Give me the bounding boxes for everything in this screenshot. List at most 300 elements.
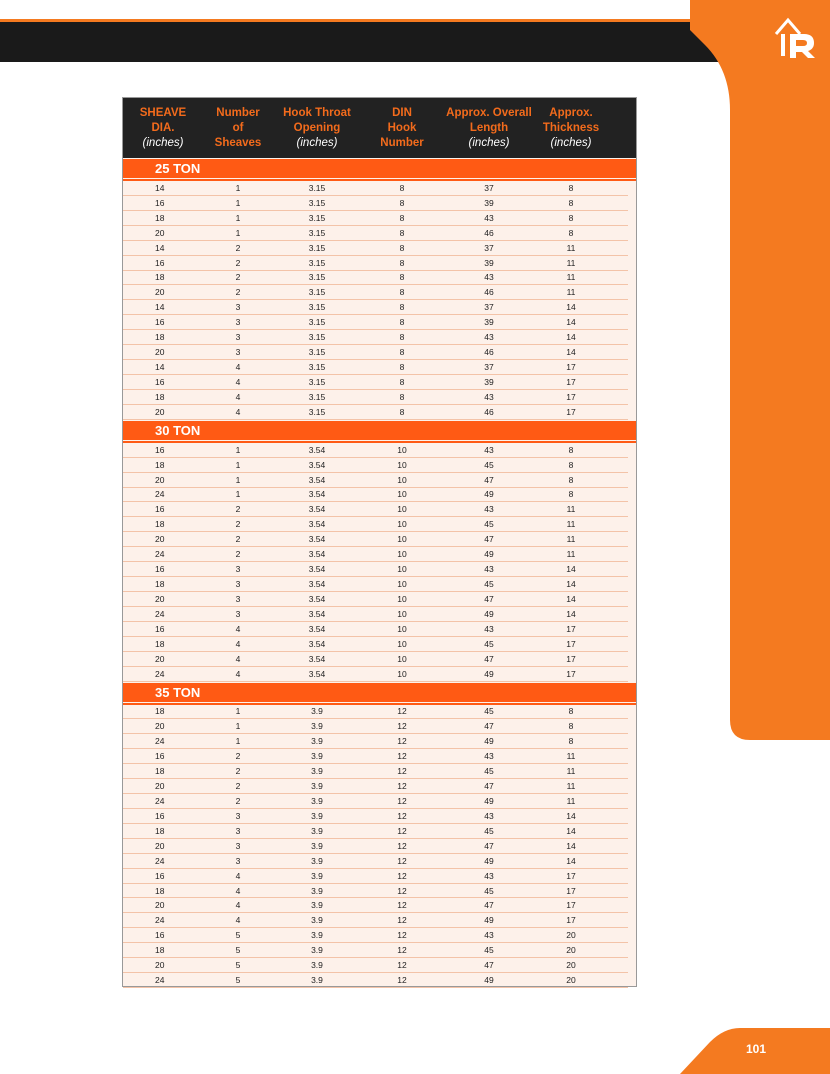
cell-hook-throat-opening: 3.15 [308,197,326,208]
table-row [123,502,628,517]
cell-overall-length: 45 [484,945,494,956]
table-row [123,241,628,256]
cell-sheave-dia: 18 [155,885,165,896]
cell-din-hook-number: 12 [397,840,407,851]
cell-overall-length: 47 [484,840,494,851]
header-title-line: Number [380,136,424,149]
table-row [123,794,628,809]
cell-din-hook-number: 12 [397,885,407,896]
cell-number-of-sheaves: 2 [235,534,241,545]
table-row [123,973,628,988]
cell-sheave-dia: 16 [155,376,165,387]
cell-thickness: 14 [566,579,576,589]
cell-din-hook-number: 10 [397,653,407,664]
cell-din-hook-number: 8 [399,197,405,208]
cell-number-of-sheaves: 2 [235,549,241,560]
cell-overall-length: 47 [484,593,494,604]
header-title-line: Hook [387,121,417,134]
cell-thickness: 20 [566,930,576,941]
cell-thickness: 11 [566,781,576,792]
cell-thickness: 17 [566,885,576,896]
cell-din-hook-number: 10 [397,444,407,455]
cell-overall-length: 45 [484,706,494,717]
cell-hook-throat-opening: 3.54 [308,653,326,664]
cell-hook-throat-opening: 3.9 [311,795,323,806]
table-row [123,517,628,532]
table-row [123,562,628,577]
cell-number-of-sheaves: 3 [235,840,241,851]
cell-sheave-dia: 20 [155,840,165,851]
cell-number-of-sheaves: 2 [235,242,241,253]
cell-sheave-dia: 24 [155,736,165,747]
cell-din-hook-number: 12 [397,810,407,821]
cell-sheave-dia: 16 [155,444,165,455]
table-row [123,360,628,375]
table-row [123,256,628,271]
cell-din-hook-number: 8 [399,257,405,268]
header-unit: (inches) [550,136,592,149]
cell-number-of-sheaves: 3 [235,593,241,604]
cell-hook-throat-opening: 3.15 [308,257,326,268]
cell-hook-throat-opening: 3.9 [311,736,323,747]
cell-overall-length: 39 [484,257,494,268]
header-title-line: DIN [392,106,412,119]
cell-overall-length: 39 [484,317,494,328]
cell-number-of-sheaves: 1 [235,212,241,223]
cell-number-of-sheaves: 3 [235,579,241,589]
cell-sheave-dia: 16 [155,504,165,515]
cell-hook-throat-opening: 3.15 [308,362,326,373]
cell-thickness: 17 [566,668,576,679]
table-row [123,345,628,360]
cell-thickness: 14 [566,593,576,604]
cell-thickness: 14 [566,825,576,836]
cell-din-hook-number: 8 [399,242,405,253]
header-title-line: Opening [293,121,341,134]
header-unit: (inches) [142,136,184,149]
cell-number-of-sheaves: 2 [235,519,241,530]
table-row [123,390,628,405]
cell-sheave-dia: 14 [155,302,165,313]
cell-sheave-dia: 16 [155,870,165,881]
cell-thickness: 11 [566,549,576,560]
cell-sheave-dia: 24 [155,489,165,500]
cell-din-hook-number: 12 [397,915,407,926]
cell-din-hook-number: 10 [397,593,407,604]
section-rows [123,440,636,682]
cell-number-of-sheaves: 2 [235,751,241,762]
cell-overall-length: 45 [484,519,494,530]
table-body [123,159,636,988]
cell-thickness: 11 [566,534,576,545]
cell-overall-length: 43 [484,444,494,455]
cell-din-hook-number: 12 [397,930,407,941]
cell-overall-length: 49 [484,608,494,619]
cell-sheave-dia: 24 [155,668,165,679]
cell-hook-throat-opening: 3.15 [308,332,326,343]
cell-din-hook-number: 10 [397,564,407,575]
cell-hook-throat-opening: 3.9 [311,766,323,777]
cell-din-hook-number: 12 [397,751,407,762]
cell-sheave-dia: 18 [155,391,165,402]
cell-din-hook-number: 8 [399,317,405,328]
header-title-line: DIA. [151,121,175,134]
cell-overall-length: 43 [484,504,494,515]
table-row [123,943,628,958]
cell-overall-length: 45 [484,825,494,836]
cell-hook-throat-opening: 3.54 [308,459,326,470]
cell-din-hook-number: 10 [397,534,407,545]
table-row [123,532,628,547]
cell-number-of-sheaves: 2 [235,766,241,777]
cell-din-hook-number: 10 [397,474,407,485]
header-title-line: Approx. Overall [446,106,532,119]
cell-sheave-dia: 18 [155,945,165,956]
header-title-line: Hook Throat [283,106,351,119]
cell-thickness: 8 [568,489,574,500]
cell-thickness: 14 [566,608,576,619]
cell-hook-throat-opening: 3.15 [308,242,326,253]
cell-hook-throat-opening: 3.15 [308,347,326,358]
table-row [123,622,628,637]
cell-overall-length: 47 [484,653,494,664]
cell-thickness: 11 [566,287,576,298]
cell-overall-length: 47 [484,781,494,792]
cell-sheave-dia: 18 [155,638,165,649]
cell-number-of-sheaves: 1 [235,736,241,747]
cell-hook-throat-opening: 3.15 [308,212,326,223]
cell-number-of-sheaves: 1 [235,227,241,238]
cell-din-hook-number: 8 [399,362,405,373]
cell-thickness: 8 [568,706,574,717]
table-header [123,98,636,158]
cell-din-hook-number: 10 [397,519,407,530]
right-side-tab [690,0,830,740]
cell-hook-throat-opening: 3.9 [311,751,323,762]
cell-number-of-sheaves: 2 [235,257,241,268]
cell-number-of-sheaves: 2 [235,504,241,515]
cell-hook-throat-opening: 3.9 [311,825,323,836]
cell-overall-length: 47 [484,474,494,485]
cell-sheave-dia: 14 [155,182,165,193]
cell-overall-length: 49 [484,668,494,679]
cell-number-of-sheaves: 1 [235,444,241,455]
cell-overall-length: 45 [484,766,494,777]
cell-sheave-dia: 20 [155,960,165,971]
cell-hook-throat-opening: 3.15 [308,272,326,283]
cell-overall-length: 49 [484,489,494,500]
cell-din-hook-number: 12 [397,870,407,881]
cell-thickness: 17 [566,638,576,649]
cell-hook-throat-opening: 3.15 [308,287,326,298]
cell-din-hook-number: 12 [397,855,407,866]
cell-din-hook-number: 12 [397,706,407,717]
cell-sheave-dia: 14 [155,362,165,373]
cell-hook-throat-opening: 3.9 [311,900,323,911]
cell-din-hook-number: 10 [397,549,407,560]
cell-thickness: 11 [566,504,576,515]
header-unit: (inches) [296,136,338,149]
cell-number-of-sheaves: 2 [235,795,241,806]
cell-din-hook-number: 8 [399,406,405,417]
cell-sheave-dia: 18 [155,579,165,589]
cell-sheave-dia: 24 [155,855,165,866]
header-title-line: Approx. [549,106,593,119]
cell-thickness: 17 [566,376,576,387]
cell-overall-length: 45 [484,885,494,896]
cell-hook-throat-opening: 3.9 [311,945,323,956]
cell-thickness: 8 [568,444,574,455]
cell-sheave-dia: 16 [155,623,165,634]
table-row [123,375,628,390]
cell-sheave-dia: 24 [155,915,165,926]
cell-thickness: 11 [566,257,576,268]
cell-din-hook-number: 12 [397,960,407,971]
cell-hook-throat-opening: 3.9 [311,870,323,881]
header-overall-length [443,106,535,151]
section-band: 35 TON [123,683,636,702]
table-row [123,809,628,824]
table-row [123,405,628,420]
cell-thickness: 14 [566,855,576,866]
cell-number-of-sheaves: 4 [235,638,241,649]
cell-din-hook-number: 12 [397,945,407,956]
cell-overall-length: 47 [484,900,494,911]
cell-number-of-sheaves: 4 [235,406,241,417]
cell-sheave-dia: 16 [155,197,165,208]
cell-din-hook-number: 10 [397,608,407,619]
cell-thickness: 11 [566,795,576,806]
header-title-line: SHEAVE [139,106,187,119]
cell-number-of-sheaves: 4 [235,885,241,896]
cell-hook-throat-opening: 3.9 [311,885,323,896]
header-unit: (inches) [468,136,510,149]
cell-sheave-dia: 24 [155,549,165,560]
table-row [123,300,628,315]
header-title-line: of [232,121,244,134]
table-row [123,443,628,458]
table-row [123,637,628,652]
cell-sheave-dia: 16 [155,257,165,268]
cell-thickness: 14 [566,810,576,821]
table-row [123,181,628,196]
header-bar [0,22,760,62]
cell-thickness: 8 [568,459,574,470]
cell-din-hook-number: 8 [399,347,405,358]
cell-thickness: 14 [566,347,576,358]
cell-din-hook-number: 10 [397,638,407,649]
cell-sheave-dia: 20 [155,406,165,417]
cell-overall-length: 49 [484,795,494,806]
cell-thickness: 8 [568,474,574,485]
cell-din-hook-number: 12 [397,781,407,792]
header-thickness [535,106,607,151]
cell-sheave-dia: 20 [155,781,165,792]
cell-number-of-sheaves: 1 [235,182,241,193]
cell-thickness: 14 [566,317,576,328]
table-row [123,824,628,839]
cell-din-hook-number: 10 [397,489,407,500]
cell-din-hook-number: 12 [397,766,407,777]
table-row [123,577,628,592]
cell-overall-length: 37 [484,242,494,253]
cell-overall-length: 43 [484,564,494,575]
cell-hook-throat-opening: 3.54 [308,638,326,649]
cell-sheave-dia: 16 [155,317,165,328]
cell-number-of-sheaves: 3 [235,564,241,575]
cell-hook-throat-opening: 3.54 [308,668,326,679]
section-rows [123,702,636,989]
table-row [123,705,628,720]
cell-number-of-sheaves: 3 [235,855,241,866]
cell-din-hook-number: 8 [399,272,405,283]
section-band: 30 TON [123,421,636,440]
table-row [123,749,628,764]
cell-thickness: 17 [566,623,576,634]
page-number: 101 [746,1042,767,1056]
cell-din-hook-number: 8 [399,302,405,313]
header-hook-throat-opening [273,106,361,151]
cell-number-of-sheaves: 5 [235,945,241,956]
cell-overall-length: 43 [484,930,494,941]
cell-sheave-dia: 20 [155,474,165,485]
table-row [123,854,628,869]
cell-din-hook-number: 10 [397,579,407,589]
cell-overall-length: 46 [484,287,494,298]
cell-din-hook-number: 12 [397,975,407,986]
cell-overall-length: 45 [484,579,494,589]
cell-number-of-sheaves: 1 [235,459,241,470]
cell-hook-throat-opening: 3.9 [311,930,323,941]
cell-din-hook-number: 8 [399,332,405,343]
cell-hook-throat-opening: 3.15 [308,182,326,193]
table-row [123,652,628,667]
cell-sheave-dia: 20 [155,721,165,732]
cell-sheave-dia: 24 [155,795,165,806]
section-rows [123,178,636,420]
cell-hook-throat-opening: 3.9 [311,960,323,971]
table-row [123,898,628,913]
table-row [123,734,628,749]
cell-din-hook-number: 8 [399,287,405,298]
cell-hook-throat-opening: 3.54 [308,444,326,455]
cell-sheave-dia: 18 [155,212,165,223]
cell-thickness: 17 [566,653,576,664]
cell-number-of-sheaves: 4 [235,900,241,911]
cell-thickness: 17 [566,870,576,881]
cell-hook-throat-opening: 3.9 [311,810,323,821]
cell-thickness: 20 [566,975,576,986]
cell-number-of-sheaves: 2 [235,287,241,298]
cell-overall-length: 39 [484,197,494,208]
table-row [123,315,628,330]
cell-sheave-dia: 18 [155,519,165,530]
table-row [123,913,628,928]
cell-hook-throat-opening: 3.54 [308,504,326,515]
table-row [123,928,628,943]
cell-sheave-dia: 18 [155,706,165,717]
header-din-hook-number [361,106,443,151]
cell-sheave-dia: 20 [155,287,165,298]
table-row [123,779,628,794]
cell-thickness: 8 [568,212,574,223]
cell-overall-length: 49 [484,549,494,560]
cell-sheave-dia: 18 [155,766,165,777]
cell-hook-throat-opening: 3.15 [308,302,326,313]
cell-sheave-dia: 16 [155,564,165,575]
cell-hook-throat-opening: 3.54 [308,623,326,634]
cell-hook-throat-opening: 3.9 [311,721,323,732]
cell-hook-throat-opening: 3.9 [311,781,323,792]
table-row [123,271,628,286]
table-row [123,764,628,779]
cell-overall-length: 45 [484,638,494,649]
cell-din-hook-number: 8 [399,182,405,193]
table-row [123,473,628,488]
cell-hook-throat-opening: 3.54 [308,474,326,485]
cell-number-of-sheaves: 1 [235,721,241,732]
cell-sheave-dia: 24 [155,975,165,986]
cell-overall-length: 46 [484,406,494,417]
cell-overall-length: 43 [484,391,494,402]
cell-number-of-sheaves: 3 [235,347,241,358]
cell-overall-length: 37 [484,182,494,193]
cell-sheave-dia: 20 [155,593,165,604]
cell-din-hook-number: 12 [397,825,407,836]
cell-din-hook-number: 12 [397,795,407,806]
cell-sheave-dia: 18 [155,459,165,470]
cell-hook-throat-opening: 3.54 [308,579,326,589]
cell-hook-throat-opening: 3.15 [308,406,326,417]
cell-number-of-sheaves: 4 [235,376,241,387]
cell-sheave-dia: 16 [155,930,165,941]
cell-thickness: 8 [568,197,574,208]
cell-thickness: 20 [566,960,576,971]
cell-overall-length: 39 [484,376,494,387]
cell-din-hook-number: 10 [397,459,407,470]
table-row [123,285,628,300]
cell-number-of-sheaves: 4 [235,668,241,679]
cell-overall-length: 49 [484,975,494,986]
cell-number-of-sheaves: 3 [235,825,241,836]
table-row [123,458,628,473]
cell-thickness: 11 [566,519,576,530]
cell-thickness: 20 [566,945,576,956]
cell-number-of-sheaves: 3 [235,332,241,343]
table-row [123,226,628,241]
table-row [123,211,628,226]
cell-number-of-sheaves: 1 [235,706,241,717]
cell-number-of-sheaves: 1 [235,489,241,500]
table-row [123,884,628,899]
header-title-line: Sheaves [214,136,262,149]
cell-overall-length: 47 [484,721,494,732]
cell-overall-length: 43 [484,870,494,881]
table-row [123,958,628,973]
cell-sheave-dia: 20 [155,653,165,664]
cell-overall-length: 45 [484,459,494,470]
cell-hook-throat-opening: 3.54 [308,534,326,545]
cell-number-of-sheaves: 2 [235,781,241,792]
cell-number-of-sheaves: 4 [235,391,241,402]
cell-hook-throat-opening: 3.9 [311,975,323,986]
table-row [123,839,628,854]
cell-overall-length: 49 [484,915,494,926]
cell-hook-throat-opening: 3.54 [308,593,326,604]
cell-hook-throat-opening: 3.9 [311,706,323,717]
cell-number-of-sheaves: 3 [235,302,241,313]
cell-thickness: 8 [568,227,574,238]
